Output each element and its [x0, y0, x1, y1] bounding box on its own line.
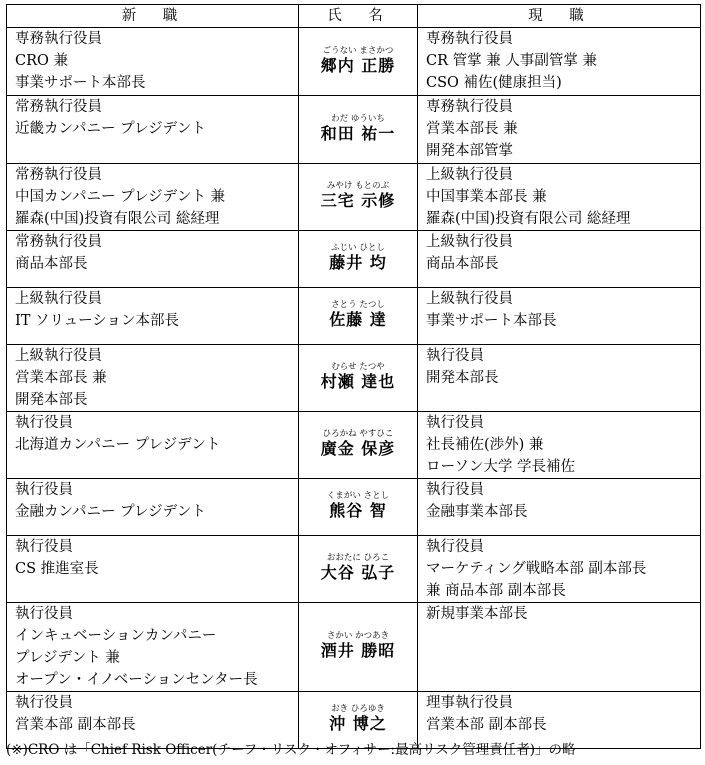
table-body	[7, 28, 701, 749]
new-position-cell-line: 執行役員	[15, 695, 73, 711]
current-position-cell-line: 商品本部長	[426, 256, 499, 272]
new-position-cell-line: 中国カンパニー プレジデント 兼	[15, 189, 225, 205]
current-position-cell	[418, 536, 701, 603]
new-position-cell	[7, 345, 299, 412]
new-position-cell	[7, 164, 299, 231]
new-position-cell-line: 常務執行役員	[15, 234, 102, 250]
new-position-cell	[7, 536, 299, 603]
new-position-cell-line: 上級執行役員	[15, 291, 102, 307]
person-name: 和田 祐一	[320, 123, 396, 143]
new-position-cell-line: IT ソリューション本部長	[15, 313, 179, 329]
table-row	[7, 28, 701, 96]
current-position-cell-line: 社長補佐(渉外) 兼	[426, 437, 544, 453]
new-position-cell	[7, 479, 299, 536]
new-position-cell	[7, 603, 299, 692]
current-position-cell	[418, 479, 701, 536]
table-row	[7, 288, 701, 345]
new-position-cell	[7, 288, 299, 345]
current-position-cell-line: 営業本部 副本部長	[426, 717, 547, 733]
header-new-position: 新 職	[7, 5, 299, 28]
table-row	[7, 345, 701, 412]
name-reading: ごうない まさかつ	[322, 45, 394, 56]
current-position-cell-line: 執行役員	[426, 482, 484, 498]
new-position-cell-line: プレジデント 兼	[15, 650, 120, 666]
name-cell	[299, 345, 418, 412]
new-position-cell	[7, 231, 299, 288]
current-position-cell-line: ローソン大学 学長補佐	[426, 459, 576, 475]
current-position-cell	[418, 28, 701, 96]
name-reading: おおたに ひろこ	[326, 553, 390, 563]
current-position-cell	[418, 412, 701, 479]
person-name: 藤井 均	[329, 253, 387, 272]
table-row	[7, 479, 701, 536]
name-cell	[299, 96, 418, 164]
new-position-cell-line: 北海道カンパニー プレジデント	[15, 437, 221, 453]
new-position-cell-line: 近畿カンパニー プレジデント	[15, 121, 206, 137]
new-position-cell-line: 執行役員	[15, 606, 73, 622]
current-position-cell-line: 専務執行役員	[426, 31, 513, 47]
new-position-cell-line: 営業本部 副本部長	[15, 717, 136, 733]
person-name: 大谷 弘子	[320, 563, 396, 582]
name-reading: さとう たつし	[331, 300, 385, 310]
current-position-cell-line: 兼 商品本部 副本部長	[426, 583, 566, 599]
current-position-cell-line: 事業サポート本部長	[426, 313, 557, 329]
person-name: 熊谷 智	[329, 501, 387, 520]
current-position-cell-line: 新規事業本部長	[426, 606, 528, 622]
name-reading: ひろかね やすひこ	[322, 429, 394, 439]
current-position-cell-line: 理事執行役員	[426, 695, 513, 711]
new-position-cell-line: 専務執行役員	[15, 31, 102, 47]
current-position-cell	[418, 345, 701, 412]
header-name: 氏 名	[299, 5, 418, 28]
new-position-cell	[7, 96, 299, 164]
current-position-cell-line: 上級執行役員	[426, 291, 513, 307]
current-position-cell	[418, 603, 701, 692]
person-name: 佐藤 達	[329, 310, 387, 329]
new-position-cell-line: 開発本部長	[15, 392, 88, 408]
current-position-cell-line: 執行役員	[426, 539, 484, 555]
current-position-cell-line: 開発本部長	[426, 370, 499, 386]
new-position-cell-line: 常務執行役員	[15, 167, 102, 183]
header-current-position: 現 職	[418, 5, 701, 28]
name-reading: さかい かつあき	[326, 631, 390, 641]
name-cell	[299, 164, 418, 231]
current-position-cell	[418, 164, 701, 231]
person-name: 廣金 保彦	[320, 439, 396, 458]
current-position-cell-line: CSO 補佐(健康担当)	[426, 75, 562, 91]
name-cell	[299, 536, 418, 603]
name-reading: みやけ もとのぶ	[326, 181, 390, 191]
person-name: 三宅 示修	[320, 191, 396, 210]
person-name: 酒井 勝昭	[320, 641, 396, 660]
current-position-cell-line: 上級執行役員	[426, 167, 513, 183]
current-position-cell-line: 営業本部長 兼	[426, 121, 518, 137]
table-row	[7, 231, 701, 288]
table-row	[7, 164, 701, 231]
footnote: (※)CRO は「Chief Risk Officer(チーフ・リスク・オフィサー:最高リスク管理責任者)」の略	[6, 742, 576, 758]
person-name: 郷内 正勝	[320, 55, 396, 75]
table-row	[7, 536, 701, 603]
name-reading: くまがい さとし	[326, 491, 390, 501]
new-position-cell-line: 商品本部長	[15, 256, 88, 272]
table-row	[7, 603, 701, 692]
current-position-cell-line: マーケティング戦略本部 副本部長	[426, 561, 647, 577]
current-position-cell-line: 執行役員	[426, 348, 484, 364]
name-cell	[299, 231, 418, 288]
new-position-cell-line: 営業本部長 兼	[15, 370, 107, 386]
name-cell	[299, 288, 418, 345]
name-cell	[299, 603, 418, 692]
current-position-cell	[418, 96, 701, 164]
table-row	[7, 96, 701, 164]
header-row	[7, 5, 701, 28]
new-position-cell-line: CRO 兼	[15, 53, 69, 69]
new-position-cell-line: オープン・イノベーションセンター長	[15, 672, 258, 688]
person-name: 沖 博之	[329, 714, 387, 733]
person-name: 村瀬 達也	[320, 372, 396, 391]
current-position-cell	[418, 288, 701, 345]
new-position-cell-line: 常務執行役員	[15, 99, 102, 115]
personnel-table	[6, 4, 701, 749]
new-position-cell-line: 執行役員	[15, 482, 73, 498]
new-position-cell-line: インキュベーションカンパニー	[15, 628, 217, 644]
current-position-cell	[418, 231, 701, 288]
name-cell	[299, 28, 418, 96]
current-position-cell-line: 執行役員	[426, 415, 484, 431]
name-reading: わだ ゆういち	[331, 113, 385, 124]
current-position-cell-line: 中国事業本部長 兼	[426, 189, 547, 205]
current-position-cell-line: 上級執行役員	[426, 234, 513, 250]
new-position-cell-line: 上級執行役員	[15, 348, 102, 364]
new-position-cell	[7, 28, 299, 96]
current-position-cell-line: 専務執行役員	[426, 99, 513, 115]
new-position-cell-line: 執行役員	[15, 415, 73, 431]
name-reading: むらせ たつや	[331, 362, 385, 372]
new-position-cell-line: 羅森(中国)投資有限公司 総経理	[15, 211, 220, 227]
current-position-cell-line: CR 管掌 兼 人事副管掌 兼	[426, 53, 597, 69]
table-row	[7, 412, 701, 479]
name-cell	[299, 412, 418, 479]
new-position-cell-line: 執行役員	[15, 539, 73, 555]
new-position-cell-line: 金融カンパニー プレジデント	[15, 504, 206, 520]
current-position-cell-line: 羅森(中国)投資有限公司 総経理	[426, 211, 631, 227]
new-position-cell	[7, 412, 299, 479]
name-reading: ふじい ひとし	[331, 243, 385, 253]
current-position-cell-line: 開発本部管掌	[426, 143, 513, 159]
new-position-cell-line: CS 推進室長	[15, 561, 99, 577]
current-position-cell-line: 金融事業本部長	[426, 504, 528, 520]
name-reading: おき ひろゆき	[331, 704, 385, 714]
new-position-cell-line: 事業サポート本部長	[15, 75, 146, 91]
name-cell	[299, 479, 418, 536]
